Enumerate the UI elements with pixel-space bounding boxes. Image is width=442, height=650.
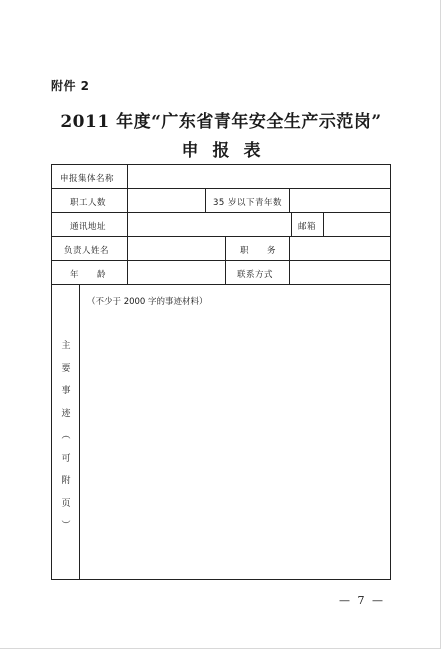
leader-name-field[interactable] (128, 237, 224, 260)
side-char: 附 (61, 476, 71, 486)
main-deeds-side-label (52, 335, 80, 538)
attachment-label: 附件 2 (51, 79, 90, 93)
postcode-field[interactable] (324, 213, 390, 236)
side-char: ︵ (61, 431, 71, 441)
side-char: ︶ (61, 521, 71, 531)
application-form-table (51, 164, 391, 580)
contact-field[interactable] (290, 261, 390, 284)
side-char: 要 (61, 363, 71, 374)
position-label: 职 务 (240, 246, 277, 256)
column-divider (205, 188, 206, 212)
main-deeds-field[interactable] (80, 285, 390, 579)
youth-count-field[interactable] (290, 189, 390, 212)
position-field[interactable] (290, 237, 390, 260)
postcode-label: 邮箱 (298, 222, 317, 232)
column-divider (291, 212, 292, 236)
side-char: 可 (61, 453, 71, 464)
staff-count-field[interactable] (128, 189, 204, 212)
address-field[interactable] (128, 213, 290, 236)
side-char: 主 (61, 341, 71, 351)
document-subtitle: 申报表 (181, 141, 275, 161)
page-number: — 7 — (339, 594, 385, 607)
age-label: 年 龄 (70, 270, 107, 280)
staff-count-label: 职工人数 (70, 198, 107, 208)
main-deeds-note: （不少于 2000 字的事迹材料） (87, 297, 208, 307)
age-field[interactable] (128, 261, 224, 284)
column-divider (225, 236, 226, 284)
side-char: 迹 (61, 408, 71, 419)
leader-name-label: 负责人姓名 (64, 246, 110, 256)
side-char: 页 (61, 498, 71, 509)
youth-count-label: 35 岁以下青年数 (213, 198, 283, 208)
contact-label: 联系方式 (237, 270, 274, 280)
side-char: 事 (61, 386, 71, 396)
collective-name-label: 申报集体名称 (60, 174, 115, 184)
collective-name-field[interactable] (128, 165, 390, 188)
address-label: 通讯地址 (70, 222, 107, 232)
document-title: 2011 年度“广东省青年安全生产示范岗” (60, 112, 382, 132)
